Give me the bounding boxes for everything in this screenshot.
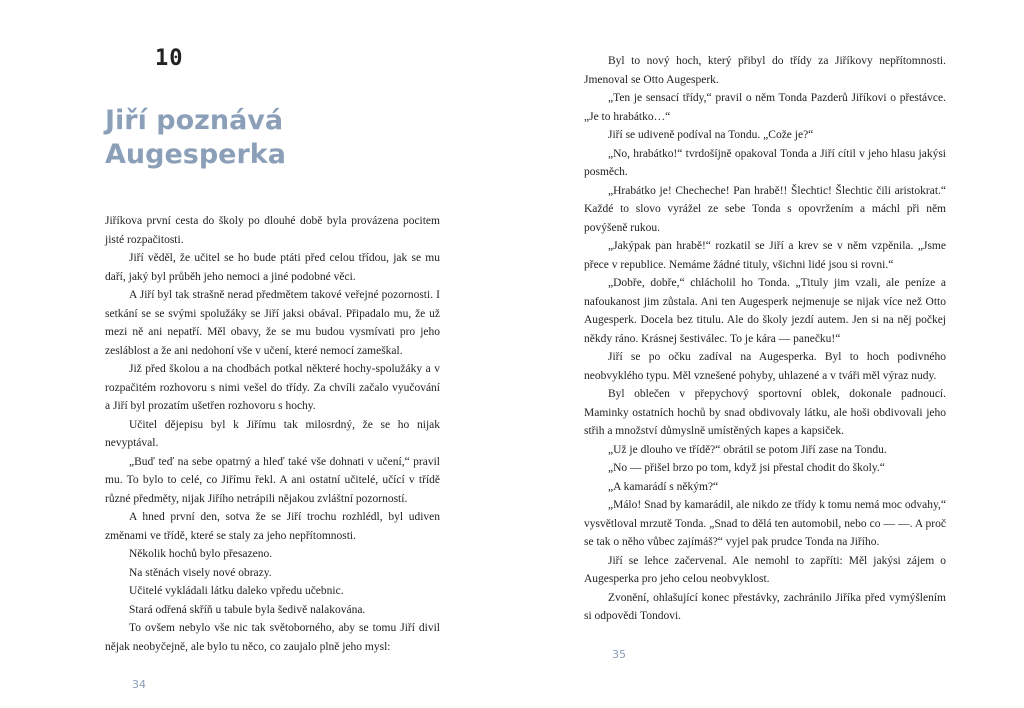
right-page <box>512 0 1024 708</box>
paragraph: To ovšem nebylo vše nic tak světoborného, aby se tomu Jiří divil nějak neobyčejně, ale bylo tu něco, co zaujalo plně jeho mysl: <box>105 622 440 653</box>
paragraph: Jiří se udiveně podíval na Tondu. „Cože je?“ <box>608 129 814 141</box>
chapter-title-line2: Augesperka <box>105 139 286 170</box>
paragraph: „Buď teď na sebe opatrný a hleď také vše dohnati v učení,“ pravil mu. To bylo to celé, co Jiřímu řekl. A ani ostatní učitelé, učící v třídě různé předměty, nijak Jiřího netrápili nějakou zvláštní pozorností. <box>105 455 440 505</box>
paragraph: A Jiří byl tak strašně nerad předmětem takové veřejné pozornosti. I setkání se se svými spolužáky se Jiří jaksi obával. Připadalo mu, že už mezi ně ani nepatří. Měl obavy, že se mu budou vysmívati pro jeho zesláblost a že ani nedohoní vše v učení, které nemocí zameškal. <box>105 289 440 357</box>
paragraph: Již před školou a na chodbách potkal některé hochy-spolužáky a v rozpačitém rozhovoru s nimi vešel do třídy. Za chvíli začalo vyučování a Jiří byl prozatím ušetřen rozhovoru s hochy. <box>105 363 440 412</box>
paragraph: „Jakýpak pan hrabě!“ rozkatil se Jiří a krev se v něm vzpěnila. „Jsme přece v republice. Nemáme žádné tituly, všichni lidé jsou si rovni.“ <box>584 240 946 271</box>
chapter-number: 10 <box>155 46 184 71</box>
paragraph: „No, hrabátko!“ tvrdošíjně opakoval Tonda a Jiří cítil v jeho hlasu jakýsi posměch. <box>584 147 946 178</box>
paragraph: Byl to nový hoch, který přibyl do třídy za Jiříkovy nepřítomnosti. Jmenoval se Otto Augesperk. <box>584 55 946 86</box>
paragraph: Stará odřená skříň u tabule byla šedivě nalakována. <box>129 603 366 616</box>
paragraph: Jiří se lehce začervenal. Ale nemohl to zapříti: Měl jakýsi zájem o Augesperka pro jeho celou neobvyklost. <box>584 554 946 585</box>
paragraph: „Už je dlouho ve třídě?“ obrátil se potom Jiří zase na Tondu. <box>608 443 887 456</box>
paragraph: Zvonění, ohlašující konec přestávky, zachránilo Jiříka před vymýšlením si odpovědi Tondovi. <box>584 591 946 622</box>
paragraph: „Dobře, dobře,“ chlácholil ho Tonda. „Tituly jim vzali, ale peníze a nafoukanost jim zůstala. Ani ten Augesperk nejmenuje se nijak více než Otto Augesperk. Docela bez titulu. Ale do školy jezdí autem. Jen si na něj počkej někdy ráno. Krásnej šestiválec. To je kára — panečku!“ <box>584 277 946 345</box>
paragraph: Byl oblečen v přepychový sportovní oblek, dokonale padnoucí. Maminky ostatních hochů by snad obdivovaly látku, ale hoši obdivovali jeho střih a množství důmyslně umístěných kapes a kapsiček. <box>584 388 946 437</box>
chapter-title <box>105 104 405 172</box>
paragraph: Na stěnách visely nové obrazy. <box>129 566 272 579</box>
paragraph: „Ten je sensací třídy,“ pravil o něm Tonda Pazderů Jiříkovi o přestávce. „Je to hrabátko…“ <box>584 92 946 123</box>
paragraph: Jiří se po očku zadíval na Augesperka. Byl to hoch podivného neobvyklého typu. Měl vznešené pohyby, uhlazené a v tváři měl výraz nudy. <box>584 351 946 382</box>
page-number: 35 <box>612 647 626 661</box>
paragraph: „Hrabátko je! Checheche! Pan hrabě!! Šlechtic! Šlechtic čili aristokrat.“ Každé to slovo vyrážel ze sebe Tonda s opovržením a máchl při něm povýšeně rukou. <box>584 184 946 234</box>
left-body-text <box>105 212 440 656</box>
paragraph: Jiříkova první cesta do školy po dlouhé době byla provázena pocitem jisté rozpačitosti. <box>105 215 440 246</box>
paragraph: Učitelé vykládali látku daleko vpředu učebnic. <box>129 585 344 597</box>
right-content <box>584 52 946 662</box>
left-content <box>105 212 440 692</box>
paragraph: Několik hochů bylo přesazeno. <box>129 548 273 560</box>
chapter-title-line1: Jiří poznává <box>105 105 284 136</box>
paragraph: Jiří věděl, že učitel se ho bude ptáti před celou třídou, jak se mu daří, jaký byl průběh jeho nemoci a jiné podobné věci. <box>105 252 440 283</box>
paragraph: A hned první den, sotva že se Jiří trochu rozhlédl, byl udiven změnami ve třídě, které se staly za jeho nepřítomnosti. <box>105 511 440 542</box>
right-body-text <box>584 52 946 626</box>
paragraph: „No — přišel brzo po tom, když jsi přestal chodit do školy.“ <box>608 462 885 474</box>
page-number: 34 <box>132 678 146 691</box>
paragraph: „A kamarádí s někým?“ <box>608 480 719 493</box>
paragraph: „Málo! Snad by kamarádil, ale nikdo ze třídy k tomu nemá moc odvahy,“ vysvětloval mrzutě Tonda. „Snad to dělá ten automobil, nebo co — —. A proč se tak o něho vůbec zajímáš?“ vyjel pak prudce Tonda na Jiřího. <box>584 499 946 548</box>
paragraph: Učitel dějepisu byl k Jiřímu tak milosrdný, že se ho nijak nevyptával. <box>105 418 440 449</box>
